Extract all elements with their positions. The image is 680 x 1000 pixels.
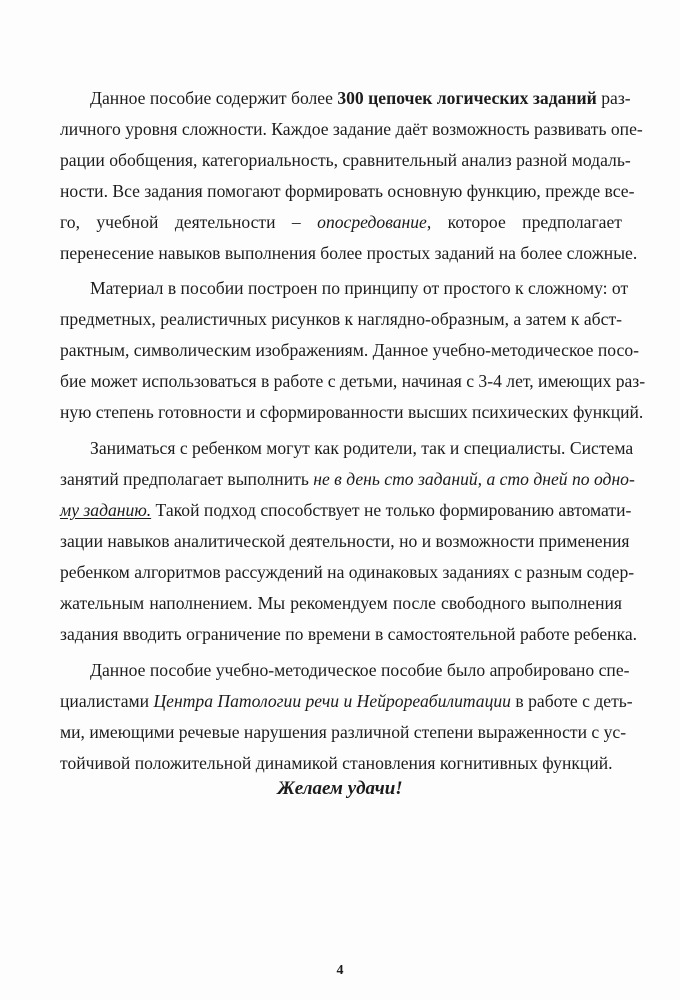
text-line: ную степень готовности и сформированности высших психических функций. — [60, 402, 644, 422]
text-line: ми, имеющими речевые нарушения различной степени выраженности с ус- — [60, 722, 627, 742]
text-line: Материал в пособии построен по принципу от простого к сложному: от — [90, 278, 629, 298]
italic-organization: Центра Патологии речи и Нейрореабилитации — [153, 691, 511, 711]
text-line: перенесение навыков выполнения более простых заданий на более сложные. — [60, 243, 638, 263]
underlined-italic-phrase: му заданию. — [60, 500, 152, 520]
text-line: предметных, реалистичных рисунков к наглядно-образным, а затем к абст- — [60, 309, 622, 329]
text-line: рации обобщения, категориальность, сравнительный анализ разной модаль- — [60, 150, 631, 170]
italic-term: опосредование — [317, 212, 427, 232]
text-line: циалистами Центра Патологии речи и Нейрореабилитации в работе с деть- — [60, 691, 633, 711]
text-line: занятий предполагает выполнить не в день сто заданий, а сто дней по одно- — [60, 469, 635, 489]
text-line: ребенком алгоритмов рассуждений на одинаковых заданиях с разным содер- — [60, 562, 635, 582]
bold-emphasis: 300 цепочек логических заданий — [337, 88, 597, 108]
text-line: Данное пособие учебно-методическое пособие было апробировано спе- — [90, 660, 630, 680]
closing-wish: Желаем удачи! — [277, 778, 403, 799]
text-line: рактным, символическим изображениям. Данное учебно-методическое посо- — [60, 340, 639, 360]
text-line: жательным наполнением. Мы рекомендуем после свободного выполнения — [60, 593, 622, 613]
text-line: бие может использоваться в работе с детьми, начиная с 3-4 лет, имеющих раз- — [60, 371, 646, 391]
text-line: тойчивой положительной динамикой становления когнитивных функций. — [60, 753, 613, 773]
text-line: Заниматься с ребенком могут как родители, так и специалисты. Система — [90, 438, 634, 458]
text-line: личного уровня сложности. Каждое задание даёт возможность развивать опе- — [60, 119, 643, 139]
italic-phrase: не в день сто заданий, а сто дней по одно- — [313, 469, 635, 489]
text-line: Данное пособие содержит более 300 цепочек логических заданий раз- — [90, 88, 631, 108]
text-line: зации навыков аналитической деятельности, но и возможности применения — [60, 531, 630, 551]
text-line: го, учебной деятельности – опосредование, которое предполагает — [60, 212, 622, 232]
text-line: ности. Все задания помогают формировать основную функцию, прежде все- — [60, 181, 635, 201]
text-line: му заданию. Такой подход способствует не только формированию автомати- — [60, 500, 632, 520]
page-number: 4 — [336, 963, 344, 978]
text-line: задания вводить ограничение по времени в самостоятельной работе ребенка. — [60, 624, 638, 644]
